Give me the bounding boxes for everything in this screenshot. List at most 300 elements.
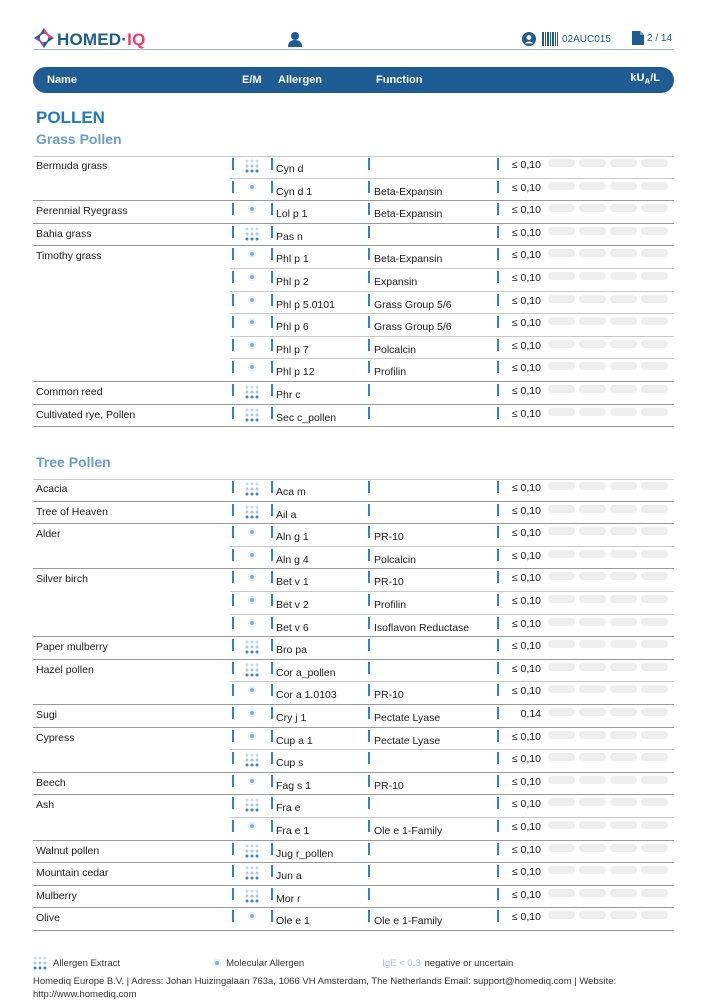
molecular-dot-icon [245, 315, 259, 329]
ige-value: ≤ 0,10 [511, 911, 541, 924]
extract-dots-icon [245, 844, 259, 858]
ige-value: ≤ 0,10 [511, 662, 541, 675]
col-separator [497, 504, 499, 516]
ige-value: ≤ 0,10 [511, 730, 541, 743]
col-separator [368, 526, 370, 538]
col-separator [271, 888, 273, 900]
col-separator [497, 203, 499, 215]
molecular-dot-icon [245, 180, 259, 194]
scale-pill [548, 204, 575, 212]
col-allergen: Allergen [278, 74, 323, 86]
allergen-source-name: Bahia grass [36, 227, 92, 240]
extract-dots-icon [245, 385, 259, 399]
col-separator [368, 594, 370, 606]
allergen-function: Ole e 1-Family [374, 824, 443, 837]
allergen-code: Phr c [276, 388, 301, 401]
scale-pill [548, 227, 575, 235]
user-icon[interactable] [288, 31, 302, 47]
extract-dots-icon [245, 640, 259, 654]
scale-pill [548, 408, 575, 416]
scale-pill [610, 272, 637, 280]
col-separator [497, 865, 499, 877]
scale-pill [610, 776, 637, 784]
molecular-dot-icon [245, 338, 259, 352]
result-scale [548, 866, 668, 874]
table-row [33, 547, 674, 570]
allergen-code: Cry j 1 [276, 711, 307, 724]
allergen-function: Polcalcin [374, 553, 417, 566]
col-separator [232, 707, 234, 719]
allergen-source-name: Bermuda grass [36, 160, 108, 172]
molecular-dot-icon [245, 616, 259, 630]
result-scale [548, 595, 668, 603]
col-separator [271, 707, 273, 719]
scale-pill [579, 798, 606, 806]
allergen-source-name: Sugi [36, 708, 58, 721]
scale-pill [579, 182, 606, 190]
scale-pill [641, 572, 668, 580]
col-separator [232, 594, 234, 606]
col-separator [232, 639, 234, 651]
extract-dots-icon [245, 408, 259, 422]
ige-value: ≤ 0,10 [511, 888, 541, 901]
col-separator [497, 571, 499, 583]
col-separator [232, 203, 234, 215]
col-separator [271, 203, 273, 215]
scale-pill [641, 663, 668, 671]
col-separator [271, 339, 273, 351]
scale-pill [641, 295, 668, 303]
table-row [33, 224, 674, 247]
scale-pill [579, 595, 606, 603]
table-row [33, 359, 674, 382]
scale-pill [641, 731, 668, 739]
scale-pill [579, 844, 606, 852]
col-separator [368, 797, 370, 809]
allergen-function: PR-10 [374, 531, 404, 544]
scale-pill [641, 317, 668, 325]
molecular-dot-icon [212, 958, 222, 968]
col-separator [368, 730, 370, 742]
allergen-function: Profilin [374, 598, 407, 611]
scale-pill [610, 550, 637, 558]
legend-molecular-label: Molecular Allergen [226, 957, 305, 969]
scale-pill [641, 227, 668, 235]
allergen-code: Aca m [276, 486, 306, 498]
ige-value: ≤ 0,10 [511, 249, 541, 262]
result-scale [548, 227, 668, 235]
col-separator [271, 158, 273, 170]
molecular-dot-icon [245, 683, 259, 697]
scale-pill [548, 798, 575, 806]
allergen-code: Cor a_pollen [276, 666, 336, 679]
result-scale [548, 527, 668, 535]
scale-pill [641, 249, 668, 257]
legend-molecular [212, 958, 304, 969]
ige-value: 0,14 [520, 707, 541, 720]
col-separator [497, 248, 499, 260]
col-separator [497, 181, 499, 193]
legend-negative: negative or uncertain [424, 957, 514, 969]
col-separator [368, 888, 370, 900]
col-separator [271, 639, 273, 651]
scale-pill [579, 505, 606, 513]
ige-value: ≤ 0,10 [511, 226, 541, 239]
allergen-code: Phl p 2 [276, 275, 309, 288]
allergen-source-name: Beech [36, 776, 66, 789]
col-separator [368, 361, 370, 373]
col-separator [368, 865, 370, 877]
col-separator [497, 294, 499, 306]
col-separator [232, 684, 234, 696]
scale-pill [641, 159, 668, 167]
allergen-code: Cor a 1.0103 [276, 689, 337, 702]
ige-value: ≤ 0,10 [511, 820, 541, 833]
scale-pill [610, 663, 637, 671]
result-scale [548, 317, 668, 325]
group-title-grass: Grass Pollen [36, 131, 122, 147]
col-separator [232, 549, 234, 561]
col-separator [232, 158, 234, 170]
scale-pill [641, 911, 668, 919]
table-row [33, 179, 674, 202]
col-separator [497, 730, 499, 742]
col-separator [232, 662, 234, 674]
col-separator [232, 361, 234, 373]
extract-dots-icon [245, 866, 259, 880]
result-scale [548, 889, 668, 897]
scale-pill [548, 663, 575, 671]
molecular-dot-icon [245, 706, 259, 720]
ige-value: ≤ 0,10 [511, 339, 541, 352]
scale-pill [641, 640, 668, 648]
col-separator [232, 481, 234, 493]
col-separator [232, 775, 234, 787]
result-scale [548, 362, 668, 370]
allergen-function: PR-10 [374, 689, 404, 702]
scale-pill [579, 618, 606, 626]
scale-pill [548, 911, 575, 919]
brand-name: HOMED·IQ [57, 30, 146, 49]
result-scale [548, 618, 668, 626]
col-separator [497, 820, 499, 832]
col-separator [497, 271, 499, 283]
ige-value: ≤ 0,10 [511, 594, 541, 607]
col-separator [497, 843, 499, 855]
allergen-source-name: Mulberry [36, 889, 77, 902]
scale-pill [548, 159, 575, 167]
col-separator [232, 316, 234, 328]
allergen-code: Cup a 1 [276, 734, 313, 747]
scale-pill [610, 408, 637, 416]
col-unit: $kU_A/L$ [630, 72, 660, 87]
col-separator [271, 384, 273, 396]
scale-pill [579, 866, 606, 874]
scale-pill [548, 866, 575, 874]
ige-value: ≤ 0,10 [511, 407, 541, 420]
col-separator [271, 316, 273, 328]
allergen-code: Aln g 1 [276, 531, 309, 544]
col-separator [497, 339, 499, 351]
scale-pill [548, 595, 575, 603]
col-separator [497, 158, 499, 170]
ige-value: ≤ 0,10 [511, 843, 541, 856]
scale-pill [610, 753, 637, 761]
allergen-source-name: Mountain cedar [36, 867, 109, 880]
allergen-source-name: Tree of Heaven [36, 505, 108, 518]
scale-pill [610, 618, 637, 626]
scale-pill [610, 362, 637, 370]
col-separator [271, 662, 273, 674]
col-separator [368, 910, 370, 922]
molecular-dot-icon [245, 360, 259, 374]
result-scale [548, 640, 668, 648]
scale-pill [641, 340, 668, 348]
col-separator [497, 910, 499, 922]
allergen-function: Grass Group 5/6 [374, 321, 452, 334]
allergen-source-name: Paper mulberry [36, 641, 108, 654]
table-row [33, 479, 674, 502]
ige-value: ≤ 0,10 [511, 640, 541, 653]
allergen-code: Ole e 1 [276, 915, 310, 928]
allergen-code: Jun a [276, 870, 302, 883]
account-circle-icon[interactable] [522, 32, 536, 46]
ige-value: ≤ 0,10 [511, 775, 541, 788]
col-separator [368, 203, 370, 215]
extract-dots-icon [33, 956, 47, 970]
table-row [33, 818, 674, 841]
result-scale [548, 505, 668, 513]
allergen-function: Profilin [374, 366, 407, 379]
scale-pill [548, 482, 575, 490]
col-separator [368, 775, 370, 787]
result-scale [548, 776, 668, 784]
scale-pill [579, 572, 606, 580]
ige-value: ≤ 0,10 [511, 271, 541, 284]
col-separator [497, 407, 499, 419]
col-separator [497, 481, 499, 493]
result-scale [548, 482, 668, 490]
scale-pill [579, 362, 606, 370]
col-separator [271, 594, 273, 606]
result-scale [548, 204, 668, 212]
allergen-source-name: Acacia [36, 483, 68, 495]
scale-pill [548, 731, 575, 739]
molecular-dot-icon [245, 819, 259, 833]
scale-pill [548, 249, 575, 257]
header-divider [33, 49, 674, 50]
col-separator [271, 271, 273, 283]
scale-pill [548, 505, 575, 513]
col-separator [368, 316, 370, 328]
legend-ige: IgE < 0,3 [382, 957, 421, 969]
molecular-dot-icon [245, 525, 259, 539]
allergen-source-name: Alder [36, 528, 61, 541]
result-scale [548, 408, 668, 416]
grass-pollen-table [33, 156, 674, 427]
ige-value: ≤ 0,10 [511, 527, 541, 540]
col-separator [368, 158, 370, 170]
allergen-code: Cup s [276, 757, 304, 770]
scale-pill [579, 272, 606, 280]
scale-pill [610, 182, 637, 190]
col-separator [368, 617, 370, 629]
scale-pill [641, 844, 668, 852]
scale-pill [610, 249, 637, 257]
col-separator [368, 684, 370, 696]
result-scale [548, 663, 668, 671]
table-row [33, 795, 674, 818]
legend-extract [33, 956, 120, 970]
scale-pill [548, 527, 575, 535]
scale-pill [641, 408, 668, 416]
allergen-code: Sec c_pollen [276, 411, 337, 424]
allergen-code: Fag s 1 [276, 779, 312, 792]
scale-pill [579, 227, 606, 235]
col-name: Name [47, 74, 77, 86]
col-separator [232, 248, 234, 260]
ige-value: ≤ 0,10 [511, 753, 541, 766]
scale-pill [641, 482, 668, 490]
col-separator [497, 526, 499, 538]
scale-pill [610, 866, 637, 874]
col-separator [497, 384, 499, 396]
scale-pill [579, 482, 606, 490]
row-top-border [33, 156, 674, 157]
section-title: POLLEN [36, 108, 105, 127]
legend-extract-label: Allergen Extract [53, 957, 121, 969]
col-separator [497, 549, 499, 561]
allergen-code: Phl p 1 [276, 253, 309, 266]
scale-pill [610, 385, 637, 393]
col-separator [368, 549, 370, 561]
col-em: E/M [242, 74, 262, 86]
table-row [33, 863, 674, 886]
scale-pill [548, 618, 575, 626]
scale-pill [579, 640, 606, 648]
scale-pill [610, 340, 637, 348]
col-separator [271, 407, 273, 419]
col-separator [368, 752, 370, 764]
scale-pill [548, 272, 575, 280]
col-separator [497, 707, 499, 719]
table-row [33, 314, 674, 337]
col-separator [271, 684, 273, 696]
ige-value: ≤ 0,10 [511, 204, 541, 217]
col-separator [271, 571, 273, 583]
scale-pill [579, 776, 606, 784]
ige-value: ≤ 0,10 [511, 317, 541, 330]
allergen-source-name: Cultivated rye, Pollen [36, 408, 136, 421]
table-row [33, 246, 674, 269]
molecular-dot-icon [245, 593, 259, 607]
scale-pill [548, 685, 575, 693]
scale-pill [548, 640, 575, 648]
allergen-code: Cyn d 1 [276, 185, 313, 198]
table-row [33, 705, 674, 728]
ige-value: ≤ 0,10 [511, 866, 541, 879]
scale-pill [548, 385, 575, 393]
scale-pill [641, 776, 668, 784]
scale-pill [641, 798, 668, 806]
scale-pill [641, 595, 668, 603]
table-row [33, 292, 674, 315]
col-separator [368, 384, 370, 396]
col-separator [271, 181, 273, 193]
scale-pill [610, 685, 637, 693]
ige-value: ≤ 0,10 [511, 384, 541, 397]
ige-value: ≤ 0,10 [511, 504, 541, 517]
molecular-dot-icon [245, 270, 259, 284]
extract-dots-icon [245, 505, 259, 519]
allergen-source-name: Cypress [36, 731, 75, 744]
col-separator [497, 662, 499, 674]
result-scale [548, 708, 668, 716]
allergen-function: Expansin [374, 275, 418, 288]
scale-pill [641, 753, 668, 761]
scale-pill [641, 889, 668, 897]
ige-value: ≤ 0,10 [511, 572, 541, 585]
col-separator [497, 639, 499, 651]
result-scale [548, 911, 668, 919]
col-separator [271, 526, 273, 538]
col-separator [271, 226, 273, 238]
col-separator [232, 843, 234, 855]
extract-dots-icon [245, 889, 259, 903]
scale-pill [610, 482, 637, 490]
scale-pill [610, 595, 637, 603]
col-separator [271, 775, 273, 787]
allergen-function: Pectate Lyase [374, 711, 441, 724]
col-separator [368, 248, 370, 260]
scale-pill [579, 317, 606, 325]
allergen-source-name: Perennial Ryegrass [36, 205, 128, 218]
page-number: 2 / 14 [647, 32, 673, 44]
scale-pill [548, 753, 575, 761]
col-separator [232, 226, 234, 238]
col-function: Function [376, 74, 423, 86]
col-separator [232, 526, 234, 538]
scale-pill [548, 317, 575, 325]
allergen-source-name: Ash [36, 799, 55, 812]
scale-pill [579, 663, 606, 671]
col-separator [232, 752, 234, 764]
col-separator [271, 549, 273, 561]
col-separator [271, 752, 273, 764]
scale-pill [610, 640, 637, 648]
scale-pill [610, 572, 637, 580]
result-scale [548, 798, 668, 806]
allergen-code: Fra e [276, 802, 301, 815]
col-separator [497, 888, 499, 900]
scale-pill [548, 550, 575, 558]
col-separator [368, 271, 370, 283]
table-row [33, 750, 674, 773]
result-scale [548, 844, 668, 852]
allergen-source-name: Hazel pollen [36, 663, 94, 676]
table-row [33, 841, 674, 864]
result-scale [548, 159, 668, 167]
scale-pill [579, 340, 606, 348]
col-separator [497, 752, 499, 764]
col-separator [497, 361, 499, 373]
result-scale [548, 572, 668, 580]
legend [33, 956, 513, 970]
col-separator [271, 730, 273, 742]
scale-pill [548, 295, 575, 303]
scale-pill [610, 204, 637, 212]
molecular-dot-icon [245, 774, 259, 788]
